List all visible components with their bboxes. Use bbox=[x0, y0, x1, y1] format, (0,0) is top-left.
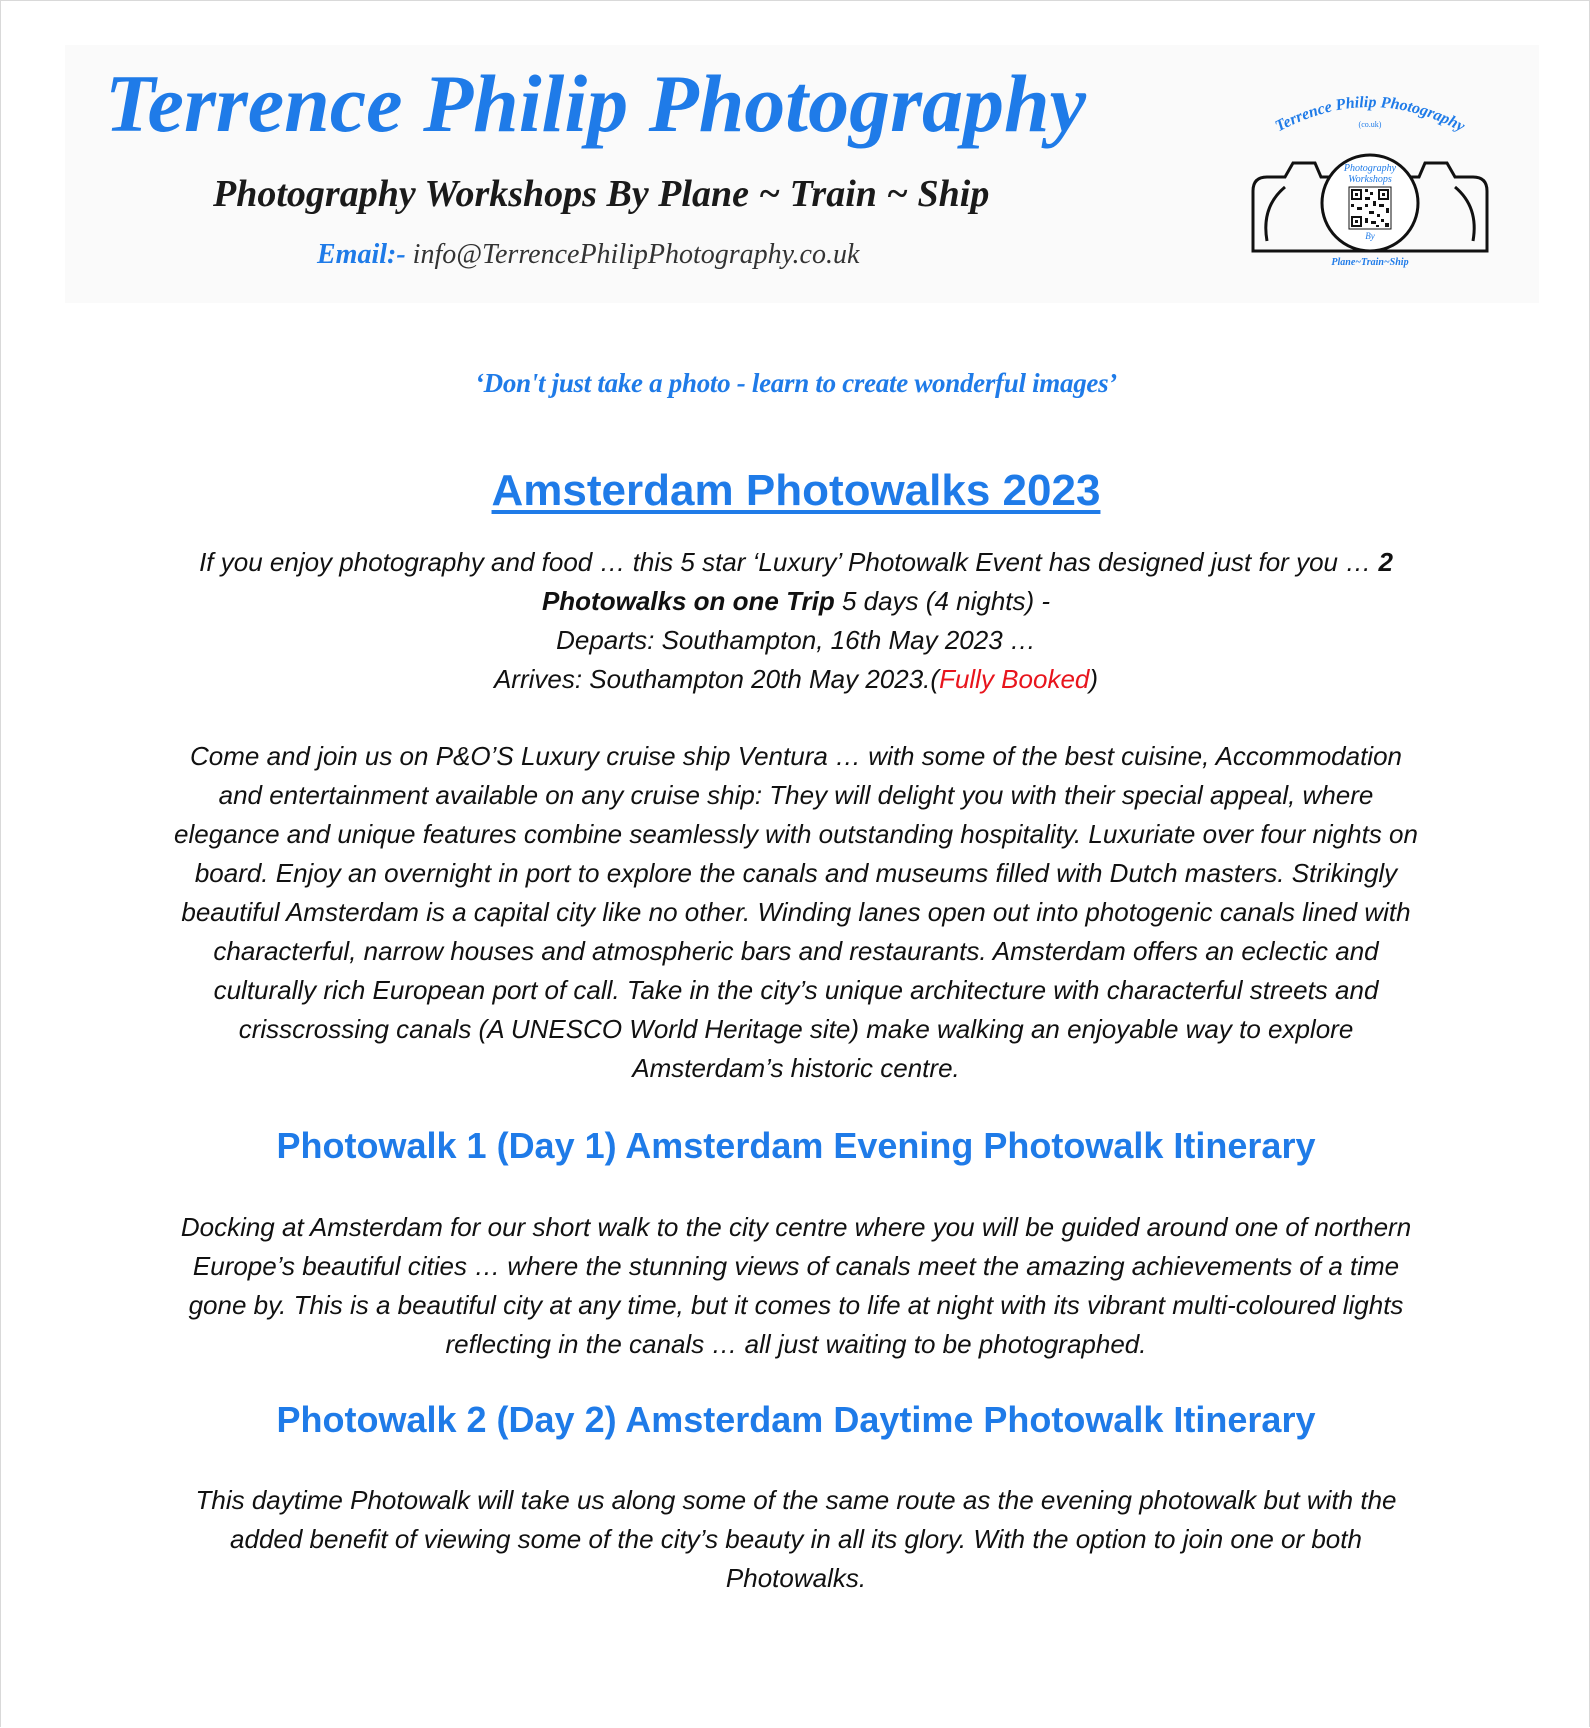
brand-tagline: Photography Workshops By Plane ~ Train ~ Ship bbox=[213, 173, 990, 215]
qr-code-icon bbox=[1349, 187, 1391, 229]
logo-arc-text: Terrence Philip Photography bbox=[1272, 93, 1468, 136]
logo-domain: (co.uk) bbox=[1358, 120, 1382, 129]
brand-email bbox=[317, 241, 859, 269]
departure-line: Departs: Southampton, 16th May 2023 … bbox=[556, 625, 1036, 656]
header-banner bbox=[65, 45, 1539, 303]
section-heading-photowalk-1: Photowalk 1 (Day 1) Amsterdam Evening Photowalk Itinerary bbox=[276, 1125, 1316, 1167]
intro-paragraph bbox=[166, 543, 1426, 699]
section-heading-photowalk-2: Photowalk 2 (Day 2) Amsterdam Daytime Photowalk Itinerary bbox=[276, 1398, 1316, 1440]
section-text-photowalk-1: Docking at Amsterdam for our short walk to the city centre where you will be guided around one of northern Europe’s beautiful cities … where the stunning views of canals meet the amazing achievements of a time gone by. This is a beautiful city at any time, but it comes to life at night with its vibrant multi-coloured lights reflecting in the canals … all just waiting to be photographed. bbox=[180, 1211, 1412, 1359]
arrival-line: Arrives: Southampton 20th May 2023.( bbox=[493, 664, 940, 695]
logo-inner-line1: Photography bbox=[1343, 163, 1397, 174]
quote: ‘Don't just take a photo - learn to create wonderful images’ bbox=[474, 368, 1117, 398]
page-title[interactable]: Amsterdam Photowalks 2023 bbox=[491, 466, 1101, 516]
camera-logo-icon bbox=[1245, 81, 1495, 271]
main-content bbox=[151, 366, 1441, 1598]
description-paragraph: Come and join us on P&O’S Luxury cruise ship Ventura … with some of the best cuisine, Accommodation and entertainment available on any cruise ship: They will delight you with their special appeal, where elegance and unique features combine seamlessly with outstanding hospitality. Luxuriate over four nights on board. Enjoy an overnight in port to explore the canals and museums filled with Dutch masters. Strikingly beautiful Amsterdam is a capital city like no other. Winding lanes open out into photogenic canals lined with characterful, narrow houses and atmospheric bars and restaurants. Amsterdam offers an eclectic and culturally rich European port of call. Take in the city’s unique architecture with characterful streets and crisscrossing canals (A UNESCO World Heritage site) make walking an enjoyable way to explore Amsterdam’s historic centre. bbox=[174, 741, 1418, 1084]
arrival-close: ) bbox=[1089, 664, 1099, 695]
logo-inner-line2: Workshops bbox=[1348, 174, 1392, 185]
section-text-photowalk-2: This daytime Photowalk will take us along some of the same route as the evening photowalk but with the added benefit of viewing some of the city’s beauty in all its glory. With the option to join one or both Photowalks. bbox=[195, 1484, 1397, 1593]
logo-by: By bbox=[1365, 231, 1375, 241]
intro-duration: 5 days (4 nights) - bbox=[834, 586, 1051, 617]
status-badge: Fully Booked bbox=[939, 664, 1090, 695]
intro-highlight: 2 Photowalks on one Trip bbox=[541, 547, 1393, 617]
brand-title: Terrence Philip Photography bbox=[105, 58, 1086, 149]
logo-bottom-text: Plane~Train~Ship bbox=[1331, 257, 1409, 268]
email-label: Email:- bbox=[317, 239, 406, 270]
email-address[interactable]: info@TerrencePhilipPhotography.co.uk bbox=[412, 239, 860, 270]
intro-text: If you enjoy photography and food … this 5 star ‘Luxury’ Photowalk Event has designed just for you … bbox=[199, 547, 1379, 578]
